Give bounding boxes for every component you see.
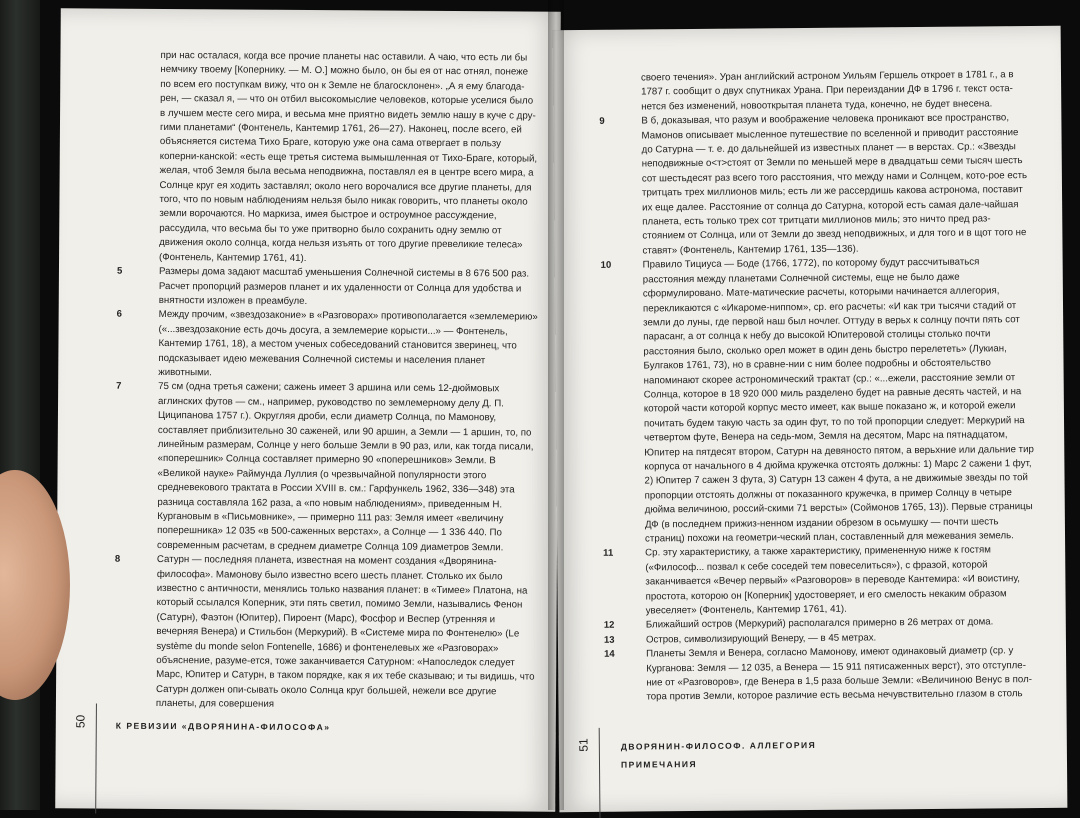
note-text: Ср. эту характеристику, а также характеристику, примененную ниже к гостям («Философ... позвал к себе соседей тем повеселиться»), с фразой, которой заканчивается «Вечер первый» «Разговоров» в переводе Кантемира: «И воистину, простота, которою он [Коперник] удостоверяет, и его смелость некаким образом увеселяет» (Фонтенель, Кантемир 1761, 41). xyxy=(645,544,1020,617)
note-9 xyxy=(591,111,1032,259)
note-continuation xyxy=(109,49,540,268)
note-text: В б, доказывая, что разум и воображение человека проникают все пространство, Мамонов описывает мысленное путешествие по вселенной и приводит расстояние до Сатурна — т. е. до дальнейшей из известных планет — в верстах. Ср.: «Звезды неподвижные о<т>стоят от Земли по меньшей мере в двадцатьш семи тысяч шесть сот шестьдесят раз всего того расстояния, что между нами и Солнцем, кото-рое есть тритцать трех миллионов миль; есть ли же рассердишь какова астронома, поставит их еще далее. Расстояние от солнца до Сатурна, которой есть самая дале-чайшая планета, есть только трех сот тритцати миллионов миль; это ничто пред раз-стоянием от Солнца, или от Земли до звезд неподвижных, и для того и в щот того не ставят» (Фонтенель, Кантемир 1761, 135—136). xyxy=(641,112,1028,257)
note-text: Размеры дома задают масштаб уменьшения Солнечной системы в 8 676 500 раз. Расчет пропорций размеров планет и их удаленности от Солнца для удобства и внятности изложен в преамбуле. xyxy=(158,266,530,307)
note-number: 9 xyxy=(599,115,605,128)
note-8 xyxy=(106,553,537,714)
note-text: Планеты Земля и Венера, согласно Мамонову, имеют одинаковый диаметр (ср. у Курганова: Земля — 12 035, а Венера — 15 911 пятисаженных верст), это отступле-ние от «Разговоров», где Венера в 1,5 раза больше Земли: «Величиною Венус в пол-тора против Земли, которое различие есть весьма нечувствительно глазом в столь xyxy=(645,645,1032,703)
page-number: 50 xyxy=(73,714,88,729)
note-number: 12 xyxy=(603,620,615,632)
left-notes xyxy=(106,49,541,715)
note-text: Между прочим, «звездозаконие» в «Разговорах» противополагается «землемерию» («...звездозаконие есть дочь досуга, а землемерие корысти...» — Фонтенель, Кантемир 1761, 18), а местом ученых собеседований становится зверинец, что подсказывает идею межевания Солнечной системы и населения планет животными. xyxy=(158,309,538,379)
note-number: 8 xyxy=(114,553,121,565)
note-text: своего течения». Уран английский астроном Уильям Гершель откроет в 1781 г., а в 1787 г. сообщит о двух спутниках Урана. При переиздании ДФ в 1796 г. текст оста-нется без изменений, новооткрытая планета туда, конечно, не будет внесена. xyxy=(640,69,1014,113)
note-number: 13 xyxy=(603,634,615,646)
note-text: 75 см (одна третья сажени; сажень имеет 3 аршина или семь 12-дюймовых аглинских футов — см., например, руководство по землемерному делу Д. П. Циципанова 1757 г.). Округляя дроби, если диаметр Солнца, по Мамонову, составляет приблизительно 30 саженей, или 90 аршин, а Земли — 1 аршин, то, по линейным размерам, Солнце у него больше Земли в 90 раз, или, как тогда писали, «поперешник» Солнца составляет примерно 90 «поперешников» Земли. В «Великой науке» Раймунда Луллия (о чрезвычайной популярности этого средневекового трактата в России XVIII в. см.: Гарфункель 1962, 336—348) эта разница составляла 162 раза, а «по новым наблюдениям», приведенным Н. Кургановым в «Письмовнике», — примерно 111 раз: Земля имеет «величину поперешника» 12 035 «в 500-саженных верстах», а Солнце — 1 336 440. По современным расчетам, в среднем диаметре Солнца 109 диаметров Земли. xyxy=(157,381,534,554)
note-continuation xyxy=(591,68,1031,115)
running-head: К РЕВИЗИИ «ДВОРЯНИНА-ФИЛОСОФА» xyxy=(115,720,331,733)
note-7 xyxy=(107,380,538,556)
note-11 xyxy=(595,543,1036,619)
note-text: Ближайший остров (Меркурий) располагался примерно в 26 метрах от дома. xyxy=(645,616,994,631)
note-5 xyxy=(109,265,539,311)
note-14 xyxy=(596,644,1036,705)
note-text: Остров, символизирующий Венеру, — в 45 метрах. xyxy=(645,632,877,646)
note-number: 6 xyxy=(116,308,122,321)
note-number: 14 xyxy=(603,648,615,661)
note-text: при нас осталася, когда все прочие планеты нас оставили. А чаю, что есть ли бы немчику твоему [Копернику. — М. О.] можно было, он бы ея от нас отнял, понеже по всем его поступкам вижу, что он к Земле не благосклонен». „А я ему благода-рен, — сказал я, — что он отбил высокомыслие человеков, которые уселися было в лучшем месте сего мира, и весьма мне приятно видеть землю нашу в куче с дру-гими планетами“ (Фонтенель, Кантемир 1761, 26—27). Наконец, после всего, ей объясняется система Тихо Браге, которую уже она сама отвергает в пользу коперни-канской: «есть еще третья система вымышленная от Тихо-Браге, который, желая, чтоб Земля была весьма неподвижна, поставлял ея в центре всего мира, а Солнце круг ея ходить заставлял; около него ворочалися все другие планеты, для того, что по новым наблюдениям нельзя было никак говорить, что планеты около земли ворочаются. Но маркиза, имея быстрое и остроумное рассуждение, рассудила, что весьма бы то уже притворно было сохранить одну землю от движения около солнца, когда нельзя изъять от того другие превеликие телеса» (Фонтенель, Кантемир 1761, 41). xyxy=(159,49,538,264)
page-number: 51 xyxy=(576,738,591,752)
footer-rule xyxy=(95,704,97,814)
right-page xyxy=(553,26,1068,812)
note-number: 5 xyxy=(116,265,123,277)
note-text: Правило Тициуса — Боде (1766, 1772), по которому будут рассчитываться расстояния между планетами Солнечной системы, еще не было даже сформулировано. Мате-матические расчеты, которыми начинается аллегория, перекликаются с «Икароме-ниппом», ср. его расчеты: «И как три тысячи стадий от земли до луны, где первой наш был ночлег. Оттуду в верьх к солнцу почти пять сот парасанг, а от солнца к небу до высокой Юпитеровой столицы столько почти расстояния было, сколько орел может в один день быстро перелететь» (Лукиан, Булгаков 1761, 73), но в сравне-нии с ним более подробны и обстоятельство напоминают скорее астрономический трактат (ср.: «...ежели, расстояние земли от Солнца, которое в 18 920 000 миль разделено будет на равные десять частей, и на которой части которой корпус место имеет, как выше показано ж, и которой ежели почитать будем такую часть за один фут, то по той пропорции следует: Меркурий на четвертом футе, Венера на седь-мом, Земля на десятом, Марс на пятнадцатом, Юпитер на пятдесят втором, Сатурн на девяносто пятом, а верьхние или дальние тир корпуса от начального в 4 дюйма кружечка отстоять должны: 1) Марс 2 сажени 1 фут, 2) Юпитер 7 сажен 3 фута, 3) Сатурн 13 сажен 4 фута, а не движимые звезды по той пропорции отстоять должны от показанного кружечка, в пример Солнцу в четыре дюйма величиною, россий-скими 71 версты» (Соймонов 1765, 13)). Первые страницы ДФ (в последнем прижиз-ненном издании обрезом в осьмушку — почти шесть страниц) похожи на геометри-ческий план, составленный для межевания земель. xyxy=(642,256,1034,545)
note-6 xyxy=(108,308,538,383)
book-gutter xyxy=(548,0,564,810)
note-number: 11 xyxy=(603,548,614,560)
running-head-section: ПРИМЕЧАНИЯ xyxy=(620,758,698,770)
note-text: Сатурн — последняя планета, известная на момент создания «Дворянина-философа». Мамонову было известно всего шесть планет. Столько их было известно с античности, менялись только названия планет: в «Тимее» Платона, на который ссылался Коперник, эти пять светил, помимо Земли, назывались Фенон (Сатурн), Фаэтон (Юпитер), Пироент (Марс), Фосфор и Веспер (утренняя и вечерняя Венера) и Стильбон (Меркурий). В «Системе мира по Фонтенелю» (Le système du monde selon Fontenelle, 1686) и фонтенелевых же «Разговорах» объяснение, разуме-ется, тоже заканчивается Сатурном: «Напоследок следует Марс, Юпитер и Сатурн, в таком порядке, как я их тебе сказываю; и ты видишь, что Сатурн должен опи-сывать около Солнца круг большей, нежели все другие планеты, для совершения xyxy=(155,554,535,711)
right-notes xyxy=(591,68,1037,706)
note-number: 7 xyxy=(116,381,122,393)
footer-rule xyxy=(599,728,601,818)
note-10 xyxy=(593,255,1035,547)
running-head-title: ДВОРЯНИН-ФИЛОСОФ. АЛЛЕГОРИЯ xyxy=(620,739,817,752)
note-number: 10 xyxy=(600,260,612,272)
left-page xyxy=(55,8,561,811)
